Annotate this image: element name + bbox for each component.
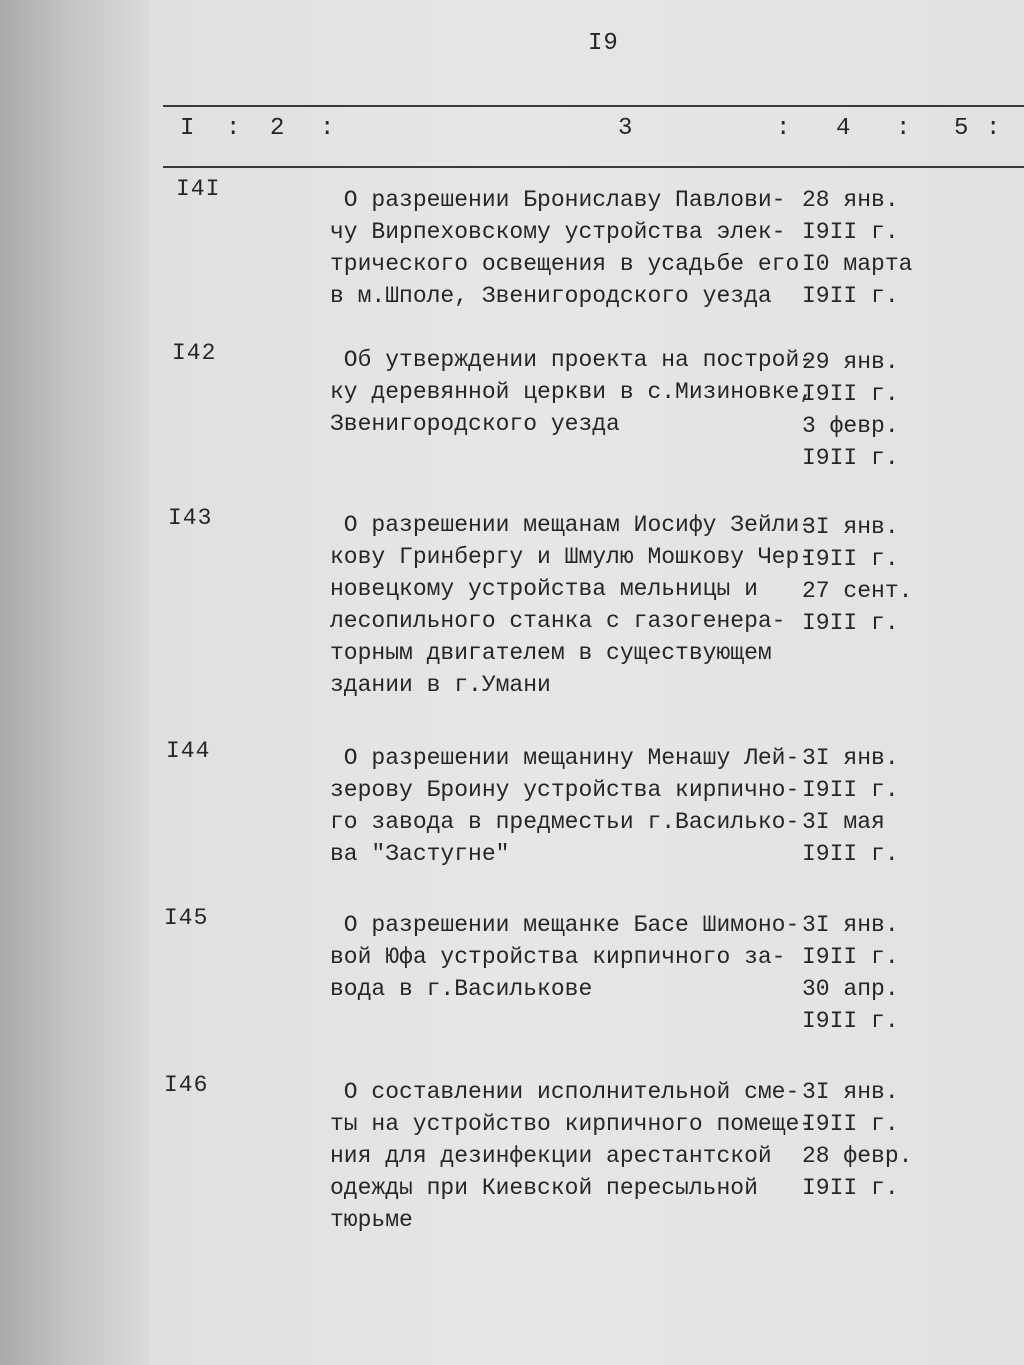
entry-text-line: здании в г.Умани xyxy=(330,672,551,698)
column-header-2: 2 xyxy=(270,115,285,142)
entry-date: 3I мая xyxy=(802,809,885,835)
entry-date: I9II г. xyxy=(802,381,899,407)
entry-text-line: кову Гринбергу и Шмулю Мошкову Чер- xyxy=(330,544,814,570)
entry-text-line: О разрешении мещанке Басе Шимоно- xyxy=(330,912,800,938)
header-bottom-rule xyxy=(163,166,1024,168)
entry-text-line: О разрешении мещанину Менашу Лей- xyxy=(330,745,800,771)
column-separator-1: : xyxy=(226,115,241,142)
entry-date: 3I янв. xyxy=(802,1079,899,1105)
column-separator-4: : xyxy=(896,115,911,142)
entry-text-line: тюрьме xyxy=(330,1207,413,1233)
entry-text-line: О составлении исполнительной сме- xyxy=(330,1079,800,1105)
entry-text-line: О разрешении мещанам Иосифу Зейли- xyxy=(330,512,814,538)
entry-text-line: в м.Шполе, Звенигородского уезда xyxy=(330,283,772,309)
entry-date: I0 марта xyxy=(802,251,913,277)
entry-text-line: ния для дезинфекции арестантской xyxy=(330,1143,772,1169)
header-top-rule xyxy=(163,105,1024,107)
entry-number: I4I xyxy=(176,176,221,202)
entry-date: 3I янв. xyxy=(802,514,899,540)
column-separator-3: : xyxy=(776,115,791,142)
entry-text-line: ва "Застугне" xyxy=(330,841,510,867)
entry-date: 28 февр. xyxy=(802,1143,913,1169)
entry-number: I44 xyxy=(166,738,211,764)
entry-date: 27 сент. xyxy=(802,578,913,604)
column-header-1: I xyxy=(180,115,195,142)
entry-date: 3I янв. xyxy=(802,912,899,938)
entry-text-line: ку деревянной церкви в с.Мизиновке, xyxy=(330,379,814,405)
entry-date: I9II г. xyxy=(802,219,899,245)
entry-date: I9II г. xyxy=(802,1008,899,1034)
entry-text-line: чу Вирпеховскому устройства элек- xyxy=(330,219,786,245)
entry-text-line: О разрешении Брониславу Павлови- xyxy=(330,187,786,213)
entry-date: I9II г. xyxy=(802,1111,899,1137)
book-gutter-shadow xyxy=(0,0,150,1365)
entry-text-line: Звенигородского уезда xyxy=(330,411,620,437)
entry-date: I9II г. xyxy=(802,546,899,572)
entry-text-line: Об утверждении проекта на построй- xyxy=(330,347,814,373)
entry-text-line: одежды при Киевской пересыльной xyxy=(330,1175,758,1201)
entry-text-line: ты на устройство кирпичного помеще- xyxy=(330,1111,814,1137)
entry-date: 28 янв. xyxy=(802,187,899,213)
entry-text-line: вой Юфа устройства кирпичного за- xyxy=(330,944,786,970)
page-number: I9 xyxy=(588,30,619,57)
entry-text-line: вода в г.Василькове xyxy=(330,976,593,1002)
entry-date: I9II г. xyxy=(802,777,899,803)
column-header-4: 4 xyxy=(836,115,851,142)
entry-date: 29 янв. xyxy=(802,349,899,375)
entry-date: I9II г. xyxy=(802,283,899,309)
entry-text-line: зерову Броину устройства кирпично- xyxy=(330,777,800,803)
entry-text-line: го завода в предместьи г.Василько- xyxy=(330,809,800,835)
column-separator-5: : xyxy=(986,115,1001,142)
entry-date: I9II г. xyxy=(802,610,899,636)
entry-date: I9II г. xyxy=(802,1175,899,1201)
entry-date: I9II г. xyxy=(802,944,899,970)
entry-text-line: трического освещения в усадьбе его xyxy=(330,251,800,277)
entry-date: 3I янв. xyxy=(802,745,899,771)
entry-number: I45 xyxy=(164,905,209,931)
column-header-5: 5 xyxy=(954,115,969,142)
entry-date: I9II г. xyxy=(802,841,899,867)
entry-date: 3 февр. xyxy=(802,413,899,439)
entry-text-line: торным двигателем в существующем xyxy=(330,640,772,666)
entry-text-line: лесопильного станка с газогенера- xyxy=(330,608,786,634)
entry-number: I42 xyxy=(172,340,217,366)
entry-number: I43 xyxy=(168,505,213,531)
entry-date: I9II г. xyxy=(802,445,899,471)
entry-date: 30 апр. xyxy=(802,976,899,1002)
entry-number: I46 xyxy=(164,1072,209,1098)
entry-text-line: новецкому устройства мельницы и xyxy=(330,576,758,602)
column-header-3: 3 xyxy=(618,115,633,142)
column-separator-2: : xyxy=(320,115,335,142)
